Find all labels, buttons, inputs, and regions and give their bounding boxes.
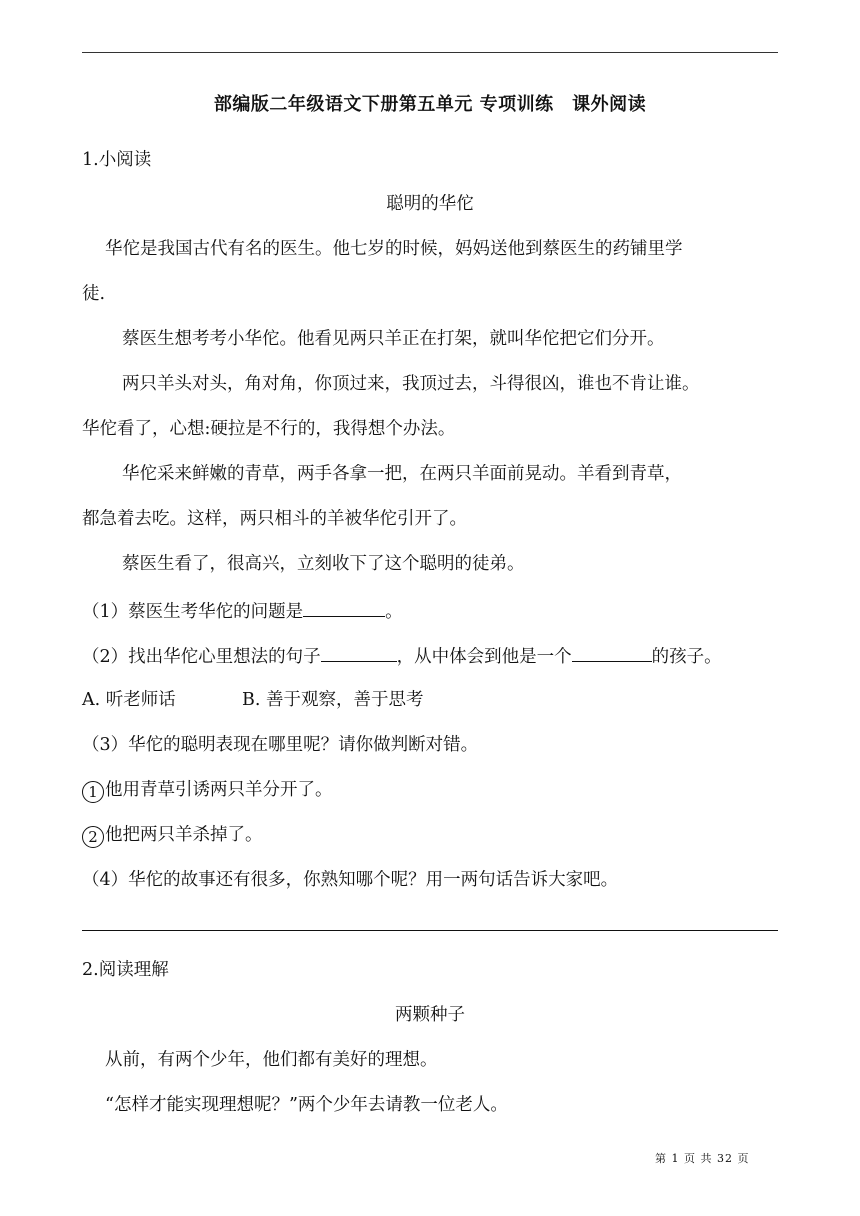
- question-2-option-a: A. 听老师话: [82, 690, 176, 710]
- story2-title: 两颗种子: [395, 1005, 465, 1025]
- question-3-item-1-text: 他用青草引诱两只羊分开了。: [105, 780, 333, 800]
- question-3: （3）华佗的聪明表现在哪里呢？请你做判断对错。: [82, 735, 479, 755]
- question-3-item-2-text: 他把两只羊杀掉了。: [105, 825, 263, 845]
- header-rule: [82, 52, 778, 53]
- question-2-text-c: 的孩子。: [651, 647, 722, 667]
- story1-paragraph3-line1: 两只羊头对头，角对角，你顶过来，我顶过去，斗得很凶，谁也不肯让谁。: [122, 374, 700, 394]
- page-footer: 第 1 页 共 32 页: [655, 1152, 750, 1165]
- story1-paragraph2: 蔡医生想考考小华佗。他看见两只羊正在打架，就叫华佗把它们分开。: [122, 329, 665, 349]
- story1-title: 聪明的华佗: [386, 194, 474, 214]
- question-1: [82, 598, 403, 624]
- document-title: 部编版二年级语文下册第五单元 专项训练 课外阅读: [213, 94, 647, 115]
- question-3-item-1: [82, 778, 333, 803]
- question-2: [82, 643, 722, 669]
- question-3-item-2: [82, 823, 263, 848]
- section2-heading: 2.阅读理解: [82, 960, 169, 980]
- story1-paragraph3-line2: 华佗看了，心想:硬拉是不行的，我得想个办法。: [82, 419, 456, 439]
- question-1-blank[interactable]: [303, 598, 385, 617]
- question-2-text-a: （2）找出华佗心里想法的句子: [82, 647, 321, 667]
- story1-paragraph5: 蔡医生看了，很高兴，立刻收下了这个聪明的徒弟。: [122, 554, 525, 574]
- question-1-text: （1）蔡医生考华佗的问题是: [82, 602, 304, 622]
- question-4: （4）华佗的故事还有很多，你熟知哪个呢？用一两句话告诉大家吧。: [82, 870, 619, 890]
- question-2-blank-trait[interactable]: [572, 643, 652, 662]
- question-2-text-b: ，从中体会到他是一个: [396, 647, 572, 667]
- question-4-answer-line[interactable]: [82, 930, 778, 931]
- circled-number-2: 2: [82, 826, 104, 848]
- story2-paragraph1: 从前，有两个少年，他们都有美好的理想。: [105, 1050, 438, 1070]
- story2-paragraph2: “怎样才能实现理想呢？”两个少年去请教一位老人。: [105, 1095, 508, 1115]
- story1-paragraph1-line2: 徒.: [82, 284, 106, 304]
- question-1-end: 。: [385, 602, 403, 622]
- section1-heading: 1.小阅读: [82, 150, 152, 170]
- story1-paragraph4-line1: 华佗采来鲜嫩的青草，两手各拿一把，在两只羊面前晃动。羊看到青草，: [122, 464, 682, 484]
- story1-paragraph1-line1: 华佗是我国古代有名的医生。他七岁的时候，妈妈送他到蔡医生的药铺里学: [105, 239, 683, 259]
- question-2-option-b: B. 善于观察，善于思考: [242, 690, 424, 710]
- question-2-blank-sentence[interactable]: [321, 643, 397, 662]
- circled-number-1: 1: [82, 781, 104, 803]
- story1-paragraph4-line2: 都急着去吃。这样，两只相斗的羊被华佗引开了。: [82, 509, 467, 529]
